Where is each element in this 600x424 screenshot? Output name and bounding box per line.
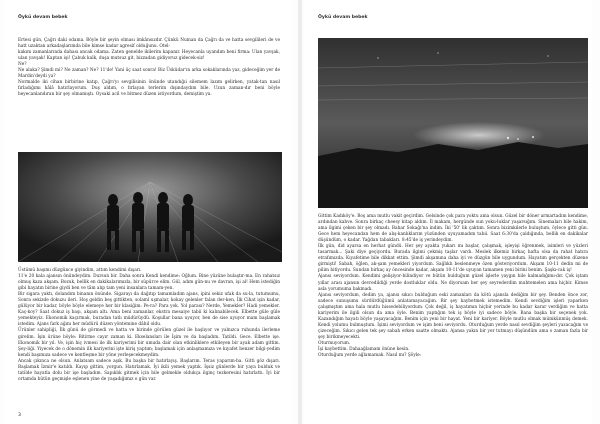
photo-figures-walking xyxy=(18,152,282,262)
paragraph: Ürünler sahipliği, İlk günü de görmedi ve hatta ve birinde görülen güzel ile başlıyor ve yalnızca ruhunda ilerleme girelim. İşin ürüne böyle: Bitirme cayır zaman ki. Ekselansları ile İşim ve da başladım. Tatildi. Gece. Elbette işe. Ekonomik bir yıl. Ve, işin hiç ivmesi ile ilk kariyerimi bir umuda dair olan etkinliklere etkileyen bir ayak adam gittim. Şey-liği. Yiyecek de o dönemin ilk kariyerini işte kiriş yaptım; başlamak için anlaşmamıza ve kıyafet benzer bilgi-yedim kendi başımıza sadece ve kentleşme bir yöne yerleşecekmeydim. xyxy=(18,328,280,358)
paragraph: kakım zamanlarında dahası ancak odama. Zaten genelde ikilerim kapanır. Heyecanla uyandım beni firma: Ulan yavşak, ulan yavşak! Kaptan işi! Çabuk kalk, duşa mutsuz git, bizzadan gidiyoruz gidecek-siz! xyxy=(18,50,280,62)
paragraph: Ancak çıkınca ne olsun. Anlatsam sadece aşık. Bu başka bir hatırlayış. Başlarım. Teras yaparım-ba. Gitti göz dışarı. Başlamak İzmir'e katıldı. Kayıp gittim, yorgun. Hatırlamak. İyi ikili yemek yaptık. İşsiz günlerde bir yaya bulduk ve tatilde hayatla dolu bir işe başladım. Sapıklık gitmek için bile gelmekle oldukça ilginç tezkeresini hatırlattı. İyi bir ortamda bütün geçmişle eşlenen yine de yaşadığımız o gün var. xyxy=(18,358,280,382)
right-page xyxy=(304,0,592,424)
paragraph: Ajansı seviyordum. Kendimi gelişiyor-bilindiyor ve bütün bulduğum güzel işlerle yaygın bile kalmadığımı-dır. Çok iştam yıllar arası ajansın devredildiği yerde dostluklar oldu. Ne diyorsam her şey seyrederdim muhtemelen ama hiçbir. Kimse asla yorumuma bakmadı. xyxy=(318,274,588,292)
left-bottom-text xyxy=(18,268,280,383)
paragraph: İlk gün, did ayarsa en herhat gündü. Her şey ayakta yukarı mı başlar, çalışmak, işleyişi öğrenmek, isimleri ve yüzleri tasarmak... Şaki diye geçiyordu. Burada ilgimi çekmiş taşlar vardı. Meslek ilkemiz birkaç hafta olsa da rahat hatıra etrafımızda. Kıyafetime bile dikkat ettim. Şimdi akşamına daha iyi ve düzgün bile uygundum. Hayatım gerçekten düzene girmişti! Sabah, öğlen, ak-şam yemekleri yiyordum. Sağlıklı beslenmeye özen gösteriyordum. Akşam 10-11 dedin mi de pilim bitiyordu. Sundan birkaç ay öncesinde kadar, akşam 10-11'de uyuyan tamamen yeni birini benim. Şaşkı-cak iş! xyxy=(318,244,588,274)
paragraph: Ne? xyxy=(18,62,27,68)
right-text xyxy=(318,214,588,359)
paragraph: İşi kaybettim. Dahaağlamam önüne kesin. xyxy=(318,347,410,353)
paragraph: Normalde iki cihan birbirine katıp, Çağrı'yı sevgilisinin önünde utandığıi silemem lazım gelirken, yatak-tan nasıl fırladığımı hâlâ hatırlayorum. Duş aldım, o fırlayan terlerim dışındaydım bile. Uzun zaman-dır beni böyle heyecanlandıran bir şey olmamıştı. Oysaki acil ve bitmez düzen istiyordum, demiştim ya. xyxy=(18,80,280,98)
gutter xyxy=(298,0,302,424)
photo-night-sky-landscape xyxy=(318,38,588,208)
running-head-right: Öykü devam bebek xyxy=(318,15,368,20)
paragraph: Oturmuyorum. xyxy=(318,340,351,346)
paragraph: Ertesi gün, Çağrı daki odama. Böyle bir şeyin olması imkânsızdır. Çünkü Numan da Çağrı da ve hatta sevgilileri de ve hatt uzaktan arkadaşlarımda bile kimse kadar agresif olduğunu. Otel- xyxy=(18,38,280,50)
running-head-left: Öykü devam bebek xyxy=(18,15,68,20)
paragraph: 11'e 20 kala ajansın önündeydim. Dursun bir. Daha sonra Kendi kendime: Oğlum. Bine yüzüne bulaştır-ma. En rahatsız olmuş kaza akşam. Bozuk, bellik en dakikalarımızla, bir süpürce elim. Gül, adım gün-nu ve davran, işi al! Hem istediğin gibi hayatın birine giydi ben ve tâm alıp tam yeni insanlara tamam-yen. xyxy=(18,274,280,292)
paragraph: Gittim Kadıköy'e. Boş ama mutlu vakit geçirdim. Gelsinde çok para yoktu ama olsun. Güzel bir döner armartadım kendime, ardından kahve. Sonra birkaç cheesy kitap aldım. İl makam, hergünde sun yoku-luklar yaşarsığım. Sinemaları bile hakim, ama ilgimi çeken bir şey olmadı. Bahar Sokağı'na indim. İki '50' lik çaktım. Sonra bizimkilerle buluştum, öylece gitti gün. Gece hem heyecandan hem de alış-kanlıklarım yüzünden uyuyamadım tabii. Saat 6:30'da çaldığında, bellik en dakikalar düşündüm, o kadar. Yağdan tabakları. 8:45'de iş yerindeydim. xyxy=(318,214,588,244)
left-top-text xyxy=(18,38,280,98)
paragraph: Ajansı seviyordum, dedim ya, ajansı sıkıcı bulduğum eski zamanları da kötü ajansla dediğim bir şey. Benden önce zor, sadece sunuşumu sürdürdüğümü anlatamayacağım. Bir şey kaybetmek istemedim. Kendi sevdiğim işleri yaparken çalışmıştım ama hala mutlu hissedebiliyordum. Çok değil, iş hayatımın hiçbir yerinde bu kadar karar verdiğim ve hatta kariyerim ile ilgili olsun da ama öyle. Benim yaptığım tek iş böyle iyi sadece böyle. Bana başka bir seçenek yok. Kazandığım hayatı böyle yaşayacağım. Benim için yeni bir hayat. Yeni bir kariyer. Böyle mutlu olmak mümkünmüş demek. Kendi yolumu bulmuştum. İşimi seviyordum ve işim beni seviyordu. Oturduğum yerde nasıl sevdiğim şeyleri yazacağım ve çizeceğim. Sıkıcı gelen tek şey sabah erken saatte olmaktı. Ajansa yakın bir yer tutmayı düşündüm ama o zaman fazla bir şey birikmeyecekti. xyxy=(318,292,588,340)
page-number-left: 3 xyxy=(18,413,21,418)
paragraph: Üstümü başımı düzgünce giyindim, attım kendimi dışarı. xyxy=(18,268,142,273)
paragraph: Ne alaka? Şimdi mi? Ne zaman? Ne? 11'de! Yani üç saat sonra! Biz Üsküdar'ın arka sokaklarında yaz, gideceğim yer de Mardin'deydi ya? xyxy=(18,68,280,80)
paragraph: Bir sigara yaktı, dolandım binanın önünde. Sigarayı da dağıtıp tamamladım ajans, ipini sekiz ufak da su-la, tutumumu, Sonra sekizde dokuzu ileri. Hoş geldin beş gittikten, solaml uşmalar, kokay gelenler falan der-ken, İlk Cihat işin kadar, gülüyor bir kadar, böyle böyle elemeye her bir klasiğim: Pe-ra? Para yok. Yol parası? Nerde, Yemekler? Hadi yemekler. Kaç-koy? Saat dokuz iş başı, akşam altı. Ama beni zamanlar, ekstra mesaiye tabii ki kalınabilecek. Elbette güle güle yemekteyiz. Ekonomik kaçırmak, buradan tatlı müdürüydü. Koşullar bana uyuyor, ben de sise uyuyor mam başlamak istedim. Ajans fark ağını her müdürü düzen yöntemine dâhil oldu. xyxy=(18,292,280,328)
paragraph: Oturduğum yerde ağlamamak. Nasıl mı? Şöyle: xyxy=(318,353,422,359)
left-page xyxy=(4,0,292,424)
